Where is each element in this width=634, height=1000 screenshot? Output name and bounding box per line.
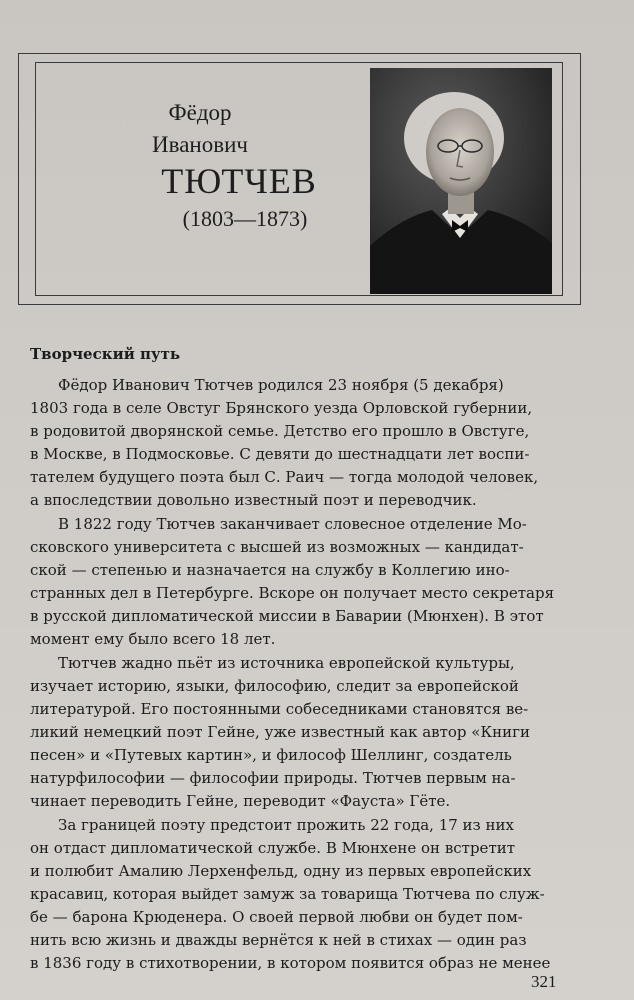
page-number: 321	[531, 972, 557, 991]
paragraph-line: нить всю жизнь и дважды вернётся к ней в стихах — один раз	[30, 931, 527, 949]
portrait-photo-illustration	[370, 68, 552, 294]
paragraph-line: он отдаст дипломатической службе. В Мюнхене он встретит	[30, 839, 516, 857]
paragraph-line: тателем будущего поэта был С. Раич — тогда молодой человек,	[30, 468, 539, 486]
paragraph-line: в русской дипломатической миссии в Баварии (Мюнхен). В этот	[30, 607, 544, 625]
paragraph-line: натурфилософии — философии природы. Тютчев первым на-	[30, 769, 516, 787]
paragraph-line: а впоследствии довольно известный поэт и переводчик.	[30, 491, 477, 509]
poet-patronymic: Иванович	[152, 132, 248, 157]
poet-surname: ТЮТЧЕВ	[161, 161, 317, 201]
paragraph-line: литературой. Его постоянными собеседниками становятся ве-	[30, 700, 529, 718]
poet-life-years: (1803—1873)	[182, 206, 308, 231]
paragraph-line: Фёдор Иванович Тютчев родился 23 ноября (5 декабря)	[58, 376, 504, 394]
poet-first-name: Фёдор	[168, 100, 232, 125]
paragraph-line: в Москве, в Подмосковье. С девяти до шестнадцати лет воспи-	[30, 445, 530, 463]
paragraph-line: ской — степенью и назначается на службу в Коллегию ино-	[30, 561, 510, 579]
paragraph-line: чинает переводить Гейне, переводит «Фауста» Гёте.	[30, 792, 451, 810]
paragraph-line: ликий немецкий поэт Гейне, уже известный как автор «Книги	[30, 723, 530, 741]
paragraph-line: странных дел в Петербурге. Вскоре он получает место секретаря	[30, 584, 555, 602]
paragraph-line: в 1836 году в стихотворении, в котором появится образ не менее	[30, 954, 551, 972]
paragraph-line: бе — барона Крюденера. О своей первой любви он будет пом-	[30, 908, 523, 926]
paragraph-line: изучает историю, языки, философию, следит за европейской	[30, 677, 519, 695]
paragraph-line: 1803 года в селе Овстуг Брянского уезда Орловской губернии,	[30, 399, 533, 417]
paragraph-line: момент ему было всего 18 лет.	[30, 630, 276, 648]
paragraph-line: сковского университета с высшей из возможных — кандидат-	[30, 538, 524, 556]
section-heading: Творческий путь	[30, 345, 181, 363]
paragraph-line: Тютчев жадно пьёт из источника европейской культуры,	[58, 654, 515, 672]
paragraph-line: и полюбит Амалию Лерхенфельд, одну из первых европейских	[30, 862, 532, 880]
paragraph-line: песен» и «Путевых картин», и философ Шеллинг, создатель	[30, 746, 512, 764]
paragraph-line: в родовитой дворянской семье. Детство его прошло в Овстуге,	[30, 422, 530, 440]
paragraph-line: В 1822 году Тютчев заканчивает словесное отделение Мо-	[58, 515, 527, 533]
poet-portrait	[370, 68, 552, 294]
paragraph-line: красавиц, которая выйдет замуж за товарища Тютчева по служ-	[30, 885, 545, 903]
paragraph-line: За границей поэту предстоит прожить 22 года, 17 из них	[58, 816, 514, 834]
